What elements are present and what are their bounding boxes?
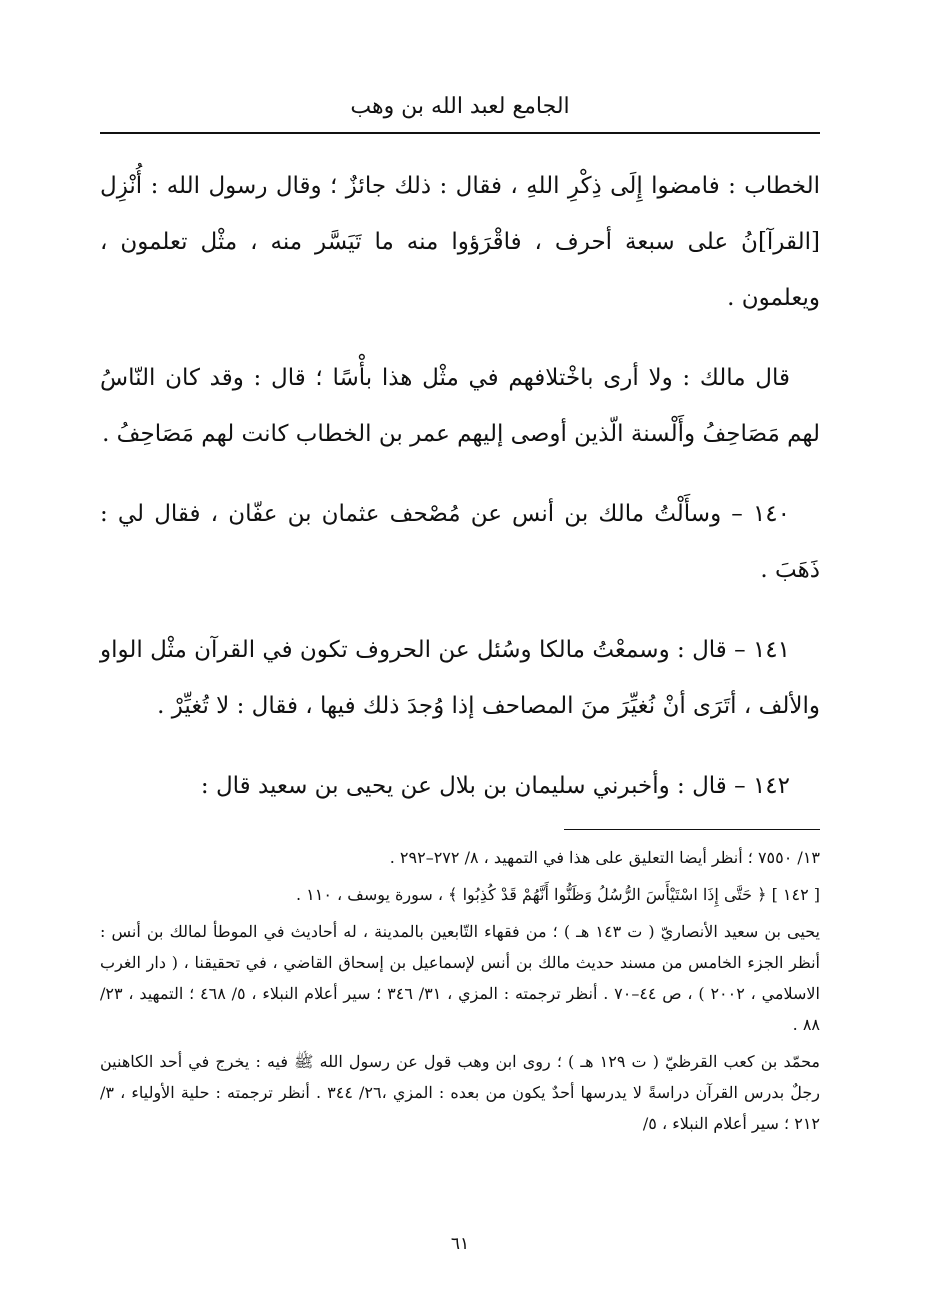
paragraph: ١٤٠ – وسأَلْتُ مالك بن أنس عن مُصْحف عثمان بن عفّان ، فقال لي : ذَهَبَ .: [100, 501, 820, 583]
paragraph: الخطاب : فامضوا إِلَى ذِكْرِ اللهِ ، فقال : ذلك جائزٌ ؛ وقال رسول الله : أُنْزِل [القرآ]نُ على سبعة أحرف ، فاقْرَؤوا منه ما تَيَسَّر منه ، مثْل تعلمون ، ويعلمون .: [100, 173, 820, 311]
running-header: الجامع لعبد الله بن وهب: [350, 94, 570, 119]
paragraph: ١٤١ – قال : وسمعْتُ مالكا وسُئل عن الحروف تكون في القرآن مثْل الواو والألف ، أتَرَى أنْ نُغيِّرَ منَ المصاحف إذا وُجدَ ذلك فيها ، فقال : لا تُغيِّرْ .: [100, 637, 820, 719]
page-number: ٦١: [450, 1234, 470, 1254]
header-divider: [100, 132, 820, 134]
paragraph: قال مالك : ولا أرى باخْتلافهم في مثْل هذا بأْسًا ؛ قال : وقد كان النّاسُ لهم مَصَاحِفُ وأَلْسنة الّذين أوصى إليهم عمر بن الخطاب كانت لهم مَصَاحِفُ .: [100, 365, 820, 447]
footnote: [ ١٤٢ ] ﴿ حَتَّى إِذَا اسْتَيْأَسَ الرُّسُلُ وَظَنُّوا أَنَّهُمْ قَدْ كُذِبُوا ﴾ ، سورة يوسف ، ١١٠ .: [295, 885, 820, 904]
footnote: يحيى بن سعيد الأنصاريّ ( ت ١٤٣ هـ ) ؛ من فقهاء التّابعين بالمدينة ، له أحاديث في الموطأ لمالك بن أنس : أنظر الجزء الخامس من مسند حديث مالك بن أنس لإسماعيل بن إسحاق القاضي ، في تحقيقنا ، ( دار الغرب الاسلامي ، ٢٠٠٢ ) ، ص ٤٤–٧٠ . أنظر ترجمته : المزي ، ٣١/ ٣٤٦ ؛ سير أعلام النبلاء ، ٥/ ٤٦٨ ؛ التمهيد ، ٢٣/ ٨٨ .: [100, 922, 821, 1034]
footnote: ١٣/ ٧٥٥٠ ؛ أنظر أيضا التعليق على هذا في التمهيد ، ٨/ ٢٧٢–٢٩٢ .: [389, 848, 820, 867]
footnotes: [100, 842, 820, 1145]
footnote-divider: [564, 829, 820, 830]
paragraph: ١٤٢ – قال : وأخبرني سليمان بن بلال عن يحيى بن سعيد قال :: [200, 773, 790, 799]
main-text: [100, 158, 820, 838]
footnote: محمّد بن كعب القرظيّ ( ت ١٢٩ هـ ) ؛ روى ابن وهب قول عن رسول الله ﷺ فيه : يخرج في أحد الكاهنين رجلٌ بدرس القرآن دراسةً لا يدرسها أحدٌ يكون من بعده : المزي ،٢٦/ ٣٤٤ . أنظر ترجمته : حلية الأولياء ، ٣/ ٢١٢ ؛ سير أعلام النبلاء ، ٥/: [100, 1052, 821, 1133]
